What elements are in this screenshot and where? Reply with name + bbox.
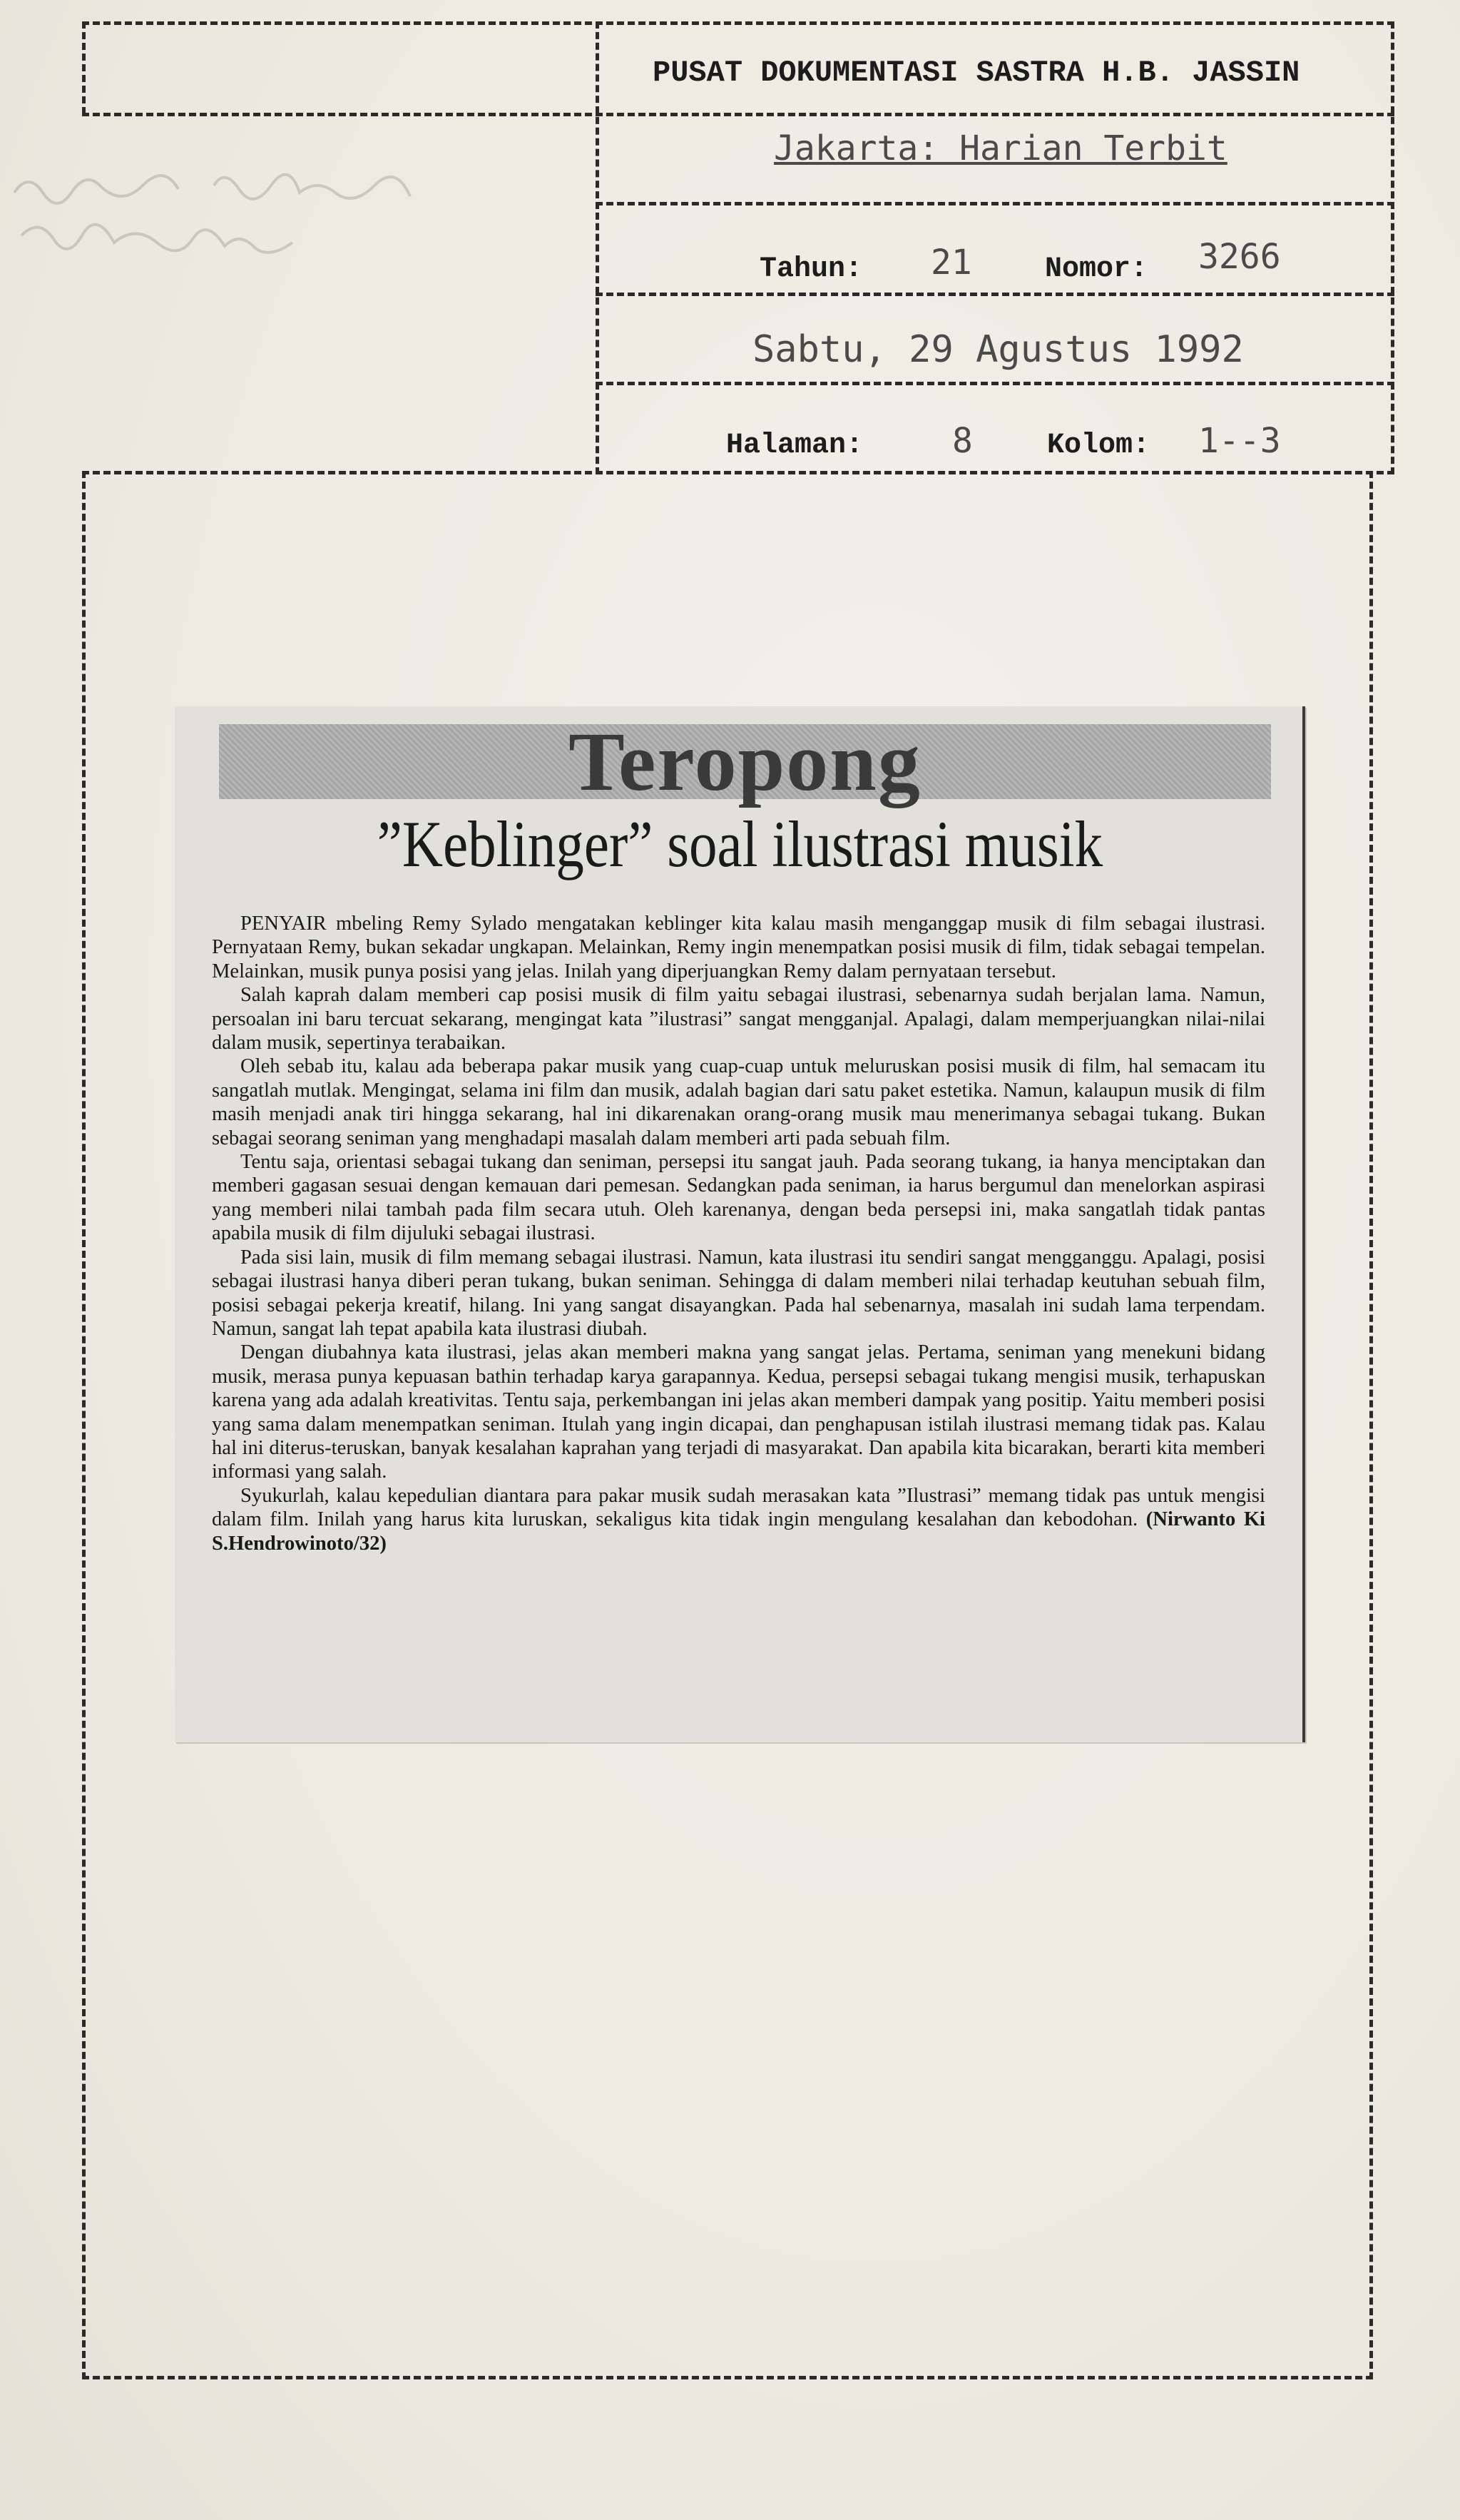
- frame-line-2: [596, 202, 1394, 205]
- article-body: [212, 912, 1265, 1555]
- frame-left-top: [82, 21, 86, 114]
- kolom-value: 1--3: [1198, 421, 1281, 461]
- halaman-value: 8: [952, 421, 973, 461]
- paragraph: Tentu saja, orientasi sebagai tukang dan seniman, persepsi itu sangat jauh. Pada seorang tukang, ia hanya menciptakan dan memberi gagasan sesuai dengan kemauan dari pemesan. Sedangkan pada seniman, ia harus bergumul dan menelorkan aspirasi yang memberi nilai tambah pada film secara utuh. Oleh karenanya, dengan beda persepsi ini, maka sangatlah tidak pantas apabila musik di film dijuluki sebagai ilustrasi.: [212, 1151, 1265, 1245]
- frame-line-3: [596, 293, 1394, 296]
- frame-line-5: [82, 471, 1394, 474]
- frame-line-1: [82, 113, 1394, 116]
- byline: (Nirwanto Ki S.Hendrowinoto/32): [212, 1508, 1266, 1555]
- tahun-value: 21: [931, 243, 972, 283]
- halaman-label: Halaman:: [726, 430, 864, 462]
- tahun-label: Tahun:: [760, 253, 863, 285]
- paragraph: Pada sisi lain, musik di film memang sebagai ilustrasi. Namun, kata ilustrasi itu sendiri sangat mengganggu. Apalagi, posisi sebagai ilustrasi hanya diberi peran tukang, bukan seniman. Sehingga di dalam memberi nilai terhadap keutuhan sebuah film, posisi sebagai pekerja kreatif, hilang. Ini yang sangat disayangkan. Pada hal sebenarnya, masalah ini sudah lama terpendam. Namun, sangat lah tepat apabila kata ilustrasi diubah.: [212, 1246, 1265, 1340]
- clipping-edge: [1302, 706, 1305, 1742]
- frame-divider: [596, 21, 599, 474]
- column-banner: [219, 715, 1271, 808]
- frame-left: [82, 471, 86, 2379]
- paragraph: Oleh sebab itu, kalau ada beberapa pakar musik yang cuap-cuap untuk meluruskan posisi musik di film, hal semacam itu sangatlah mutlak. Mengingat, selama ini film dan musik, adalah bagian dari satu paket estetika. Namun, kalaupun musik di film masih menjadi anak tiri hingga sekarang, hal ini dikarenakan orang-orang musik mau menerimanya sebagai tukang. Bukan sebagai seorang seniman yang menghadapi masalah dalam memberi arti pada sebuah film.: [212, 1055, 1265, 1149]
- frame-right-top: [1391, 21, 1394, 474]
- faint-handwriting: [0, 143, 585, 257]
- frame-bottom-line: [82, 2376, 1373, 2379]
- frame-right: [1369, 471, 1373, 2379]
- archive-title: PUSAT DOKUMENTASI SASTRA H.B. JASSIN: [653, 56, 1300, 90]
- paragraph-text: Syukurlah, kalau kepedulian diantara para pakar musik sudah merasakan kata ”Ilustrasi” memang tidak pas untuk mengisi dalam film. Inilah yang harus kita luruskan, sekaligus kita tidak ingin mengulang kesalahan dan kebodohan.: [212, 1484, 1265, 1531]
- city-paper: Jakarta: Harian Terbit: [774, 128, 1227, 168]
- publication-date: Sabtu, 29 Agustus 1992: [752, 328, 1244, 371]
- paragraph: PENYAIR mbeling Remy Sylado mengatakan keblinger kita kalau masih menganggap musik di film sebagai ilustrasi. Pernyataan Remy, bukan sekadar ungkapan. Melainkan, Remy ingin menempatkan posisi musik di film, tidak sebagai tempelan. Melainkan, musik punya posisi yang jelas. Inilah yang diperjuangkan Remy dalam pernyataan tersebut.: [212, 913, 1265, 982]
- article-headline: ”Keblinger” soal ilustrasi musik: [377, 808, 1103, 880]
- frame-top-line: [82, 21, 1394, 25]
- frame-line-4: [596, 382, 1394, 385]
- newspaper-clipping: [175, 706, 1305, 1742]
- paragraph: Dengan diubahnya kata ilustrasi, jelas akan memberi makna yang sangat jelas. Pertama, seniman yang menekuni bidang musik, merasa punya kepuasan bathin terhadap karya garapannya. Kedua, persepsi sebagai tukang mengisi musik, terhapuskan karena yang ada adalah kreativitas. Tentu saja, perkembangan ini jelas akan memberi dampak yang positip. Yaitu memberi posisi yang sama dalam menempatkan seniman. Itulah yang ingin dicapai, dan penghapusan istilah ilustrasi memang tidak pas. Kalau hal ini diterus-teruskan, banyak kesalahan kaprahan yang terjadi di masyarakat. Dan apabila kita bicarakan, berarti kita memberi informasi yang salah.: [212, 1341, 1265, 1483]
- paragraph: Salah kaprah dalam memberi cap posisi musik di film yaitu sebagai ilustrasi, sebenarnya sudah berjalan lama. Namun, persoalan ini baru tercuat sekarang, mengingat kata ”ilustrasi” sangat mengganjal. Apalagi, dalam memperjuangkan nilai-nilai dalam musik, sepertinya terabaikan.: [212, 984, 1265, 1055]
- kolom-label: Kolom:: [1047, 430, 1150, 462]
- nomor-value: 3266: [1198, 237, 1281, 277]
- column-banner-text: Teropong: [568, 715, 922, 808]
- paragraph-last: [212, 1484, 1265, 1555]
- nomor-label: Nomor:: [1045, 253, 1148, 285]
